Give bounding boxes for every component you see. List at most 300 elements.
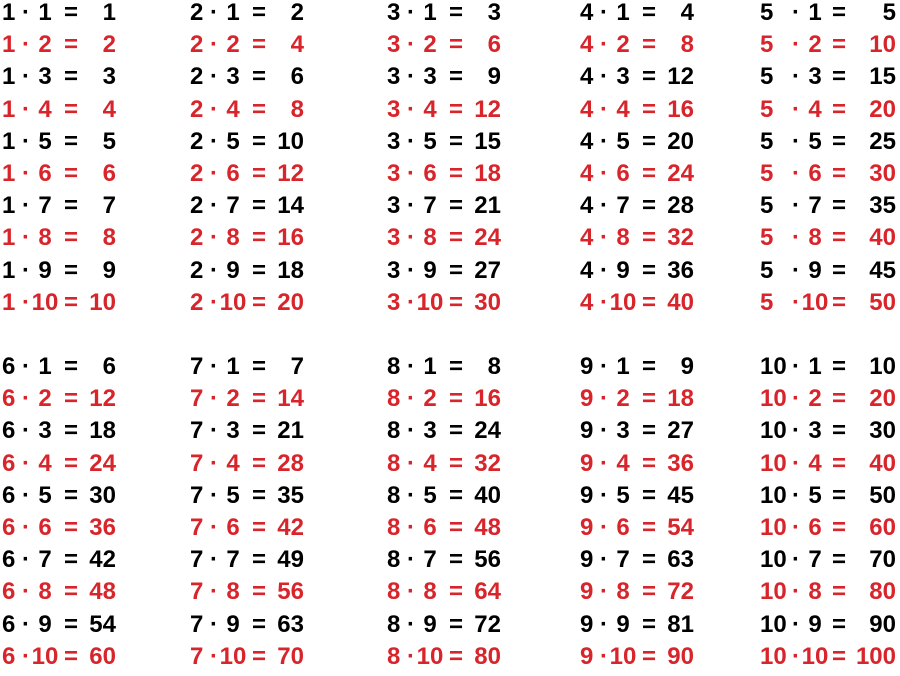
second-factor: 4 xyxy=(38,95,52,123)
product: 81 xyxy=(667,610,694,638)
equals-sign: = xyxy=(448,546,463,574)
second-factor: 4 xyxy=(423,449,437,477)
product: 63 xyxy=(277,610,304,638)
second-factor: 10 xyxy=(31,288,59,316)
second-factor: 5 xyxy=(808,127,822,155)
equals-sign: = xyxy=(831,159,846,187)
product: 80 xyxy=(869,578,896,606)
equals-sign: = xyxy=(641,481,656,509)
multiply-dot: · xyxy=(407,385,415,413)
product: 8 xyxy=(102,224,116,252)
first-factor: 4 xyxy=(580,63,594,91)
first-factor: 4 xyxy=(580,288,594,316)
first-factor: 6 xyxy=(2,513,16,541)
product: 27 xyxy=(667,417,694,445)
multiply-dot: · xyxy=(210,546,218,574)
product: 30 xyxy=(869,417,896,445)
product: 24 xyxy=(474,417,501,445)
equals-sign: = xyxy=(63,513,78,541)
product: 54 xyxy=(667,513,694,541)
product: 10 xyxy=(869,353,896,380)
equals-sign: = xyxy=(831,95,846,123)
second-factor: 7 xyxy=(808,192,822,220)
equals-sign: = xyxy=(641,63,656,91)
product: 16 xyxy=(277,224,304,252)
first-factor: 3 xyxy=(387,127,401,155)
equals-sign: = xyxy=(831,642,846,670)
equals-sign: = xyxy=(448,449,463,477)
equals-sign: = xyxy=(63,578,78,606)
multiply-dot: · xyxy=(407,31,415,59)
multiply-dot: · xyxy=(22,610,30,638)
multiply-dot: · xyxy=(792,546,800,574)
first-factor: 10 xyxy=(760,417,787,445)
equals-sign: = xyxy=(251,159,266,187)
multiply-dot: · xyxy=(407,610,415,638)
equals-sign: = xyxy=(448,513,463,541)
second-factor: 10 xyxy=(801,288,829,316)
product: 1 xyxy=(102,0,116,26)
product: 40 xyxy=(869,224,896,252)
product: 90 xyxy=(869,610,896,638)
first-factor: 1 xyxy=(2,127,16,155)
multiply-dot: · xyxy=(600,353,608,380)
product: 14 xyxy=(277,385,304,413)
product: 42 xyxy=(89,546,116,574)
second-factor: 6 xyxy=(616,513,630,541)
second-factor: 1 xyxy=(226,353,240,380)
equals-sign: = xyxy=(831,31,846,59)
multiply-dot: · xyxy=(407,449,415,477)
first-factor: 1 xyxy=(2,224,16,252)
table-row xyxy=(0,97,900,129)
first-factor: 2 xyxy=(190,159,204,187)
equals-sign: = xyxy=(251,449,266,477)
table-row xyxy=(0,290,900,322)
first-factor: 6 xyxy=(2,546,16,574)
first-factor: 3 xyxy=(387,63,401,91)
table-row xyxy=(0,258,900,290)
equals-sign: = xyxy=(641,546,656,574)
equals-sign: = xyxy=(251,127,266,155)
product: 6 xyxy=(487,31,501,59)
equals-sign: = xyxy=(63,353,78,380)
multiply-dot: · xyxy=(600,481,608,509)
second-factor: 9 xyxy=(616,256,630,284)
multiply-dot: · xyxy=(792,63,800,91)
multiply-dot: · xyxy=(22,546,30,574)
first-factor: 4 xyxy=(580,0,594,26)
product: 10 xyxy=(277,127,304,155)
multiply-dot: · xyxy=(210,353,218,380)
multiply-dot: · xyxy=(210,642,218,670)
first-factor: 6 xyxy=(2,578,16,606)
equals-sign: = xyxy=(641,192,656,220)
equals-sign: = xyxy=(831,449,846,477)
first-factor: 7 xyxy=(190,353,204,380)
product: 3 xyxy=(102,63,116,91)
multiply-dot: · xyxy=(407,224,415,252)
second-factor: 9 xyxy=(616,610,630,638)
first-factor: 4 xyxy=(580,95,594,123)
multiply-dot: · xyxy=(22,417,30,445)
first-factor: 8 xyxy=(387,642,401,670)
first-factor: 5 xyxy=(760,224,774,252)
multiply-dot: · xyxy=(22,385,30,413)
first-factor: 9 xyxy=(580,513,594,541)
second-factor: 7 xyxy=(808,546,822,574)
second-factor: 3 xyxy=(808,417,822,445)
multiply-dot: · xyxy=(407,127,415,155)
equals-sign: = xyxy=(251,642,266,670)
multiply-dot: · xyxy=(407,417,415,445)
second-factor: 2 xyxy=(226,385,240,413)
multiply-dot: · xyxy=(22,95,30,123)
product: 27 xyxy=(474,256,501,284)
product: 36 xyxy=(667,256,694,284)
second-factor: 6 xyxy=(226,513,240,541)
table-row xyxy=(0,354,900,386)
second-factor: 2 xyxy=(423,385,437,413)
equals-sign: = xyxy=(448,256,463,284)
first-factor: 9 xyxy=(580,353,594,380)
multiply-dot: · xyxy=(210,417,218,445)
product: 9 xyxy=(102,256,116,284)
equals-sign: = xyxy=(448,0,463,26)
first-factor: 4 xyxy=(580,256,594,284)
equals-sign: = xyxy=(831,256,846,284)
multiply-dot: · xyxy=(210,0,218,26)
equals-sign: = xyxy=(63,256,78,284)
equals-sign: = xyxy=(831,417,846,445)
second-factor: 5 xyxy=(423,481,437,509)
product: 9 xyxy=(487,63,501,91)
multiply-dot: · xyxy=(792,95,800,123)
first-factor: 4 xyxy=(580,192,594,220)
first-factor: 9 xyxy=(580,546,594,574)
second-factor: 9 xyxy=(808,610,822,638)
first-factor: 10 xyxy=(760,546,787,574)
first-factor: 4 xyxy=(580,159,594,187)
multiply-dot: · xyxy=(407,256,415,284)
first-factor: 5 xyxy=(760,288,774,316)
second-factor: 3 xyxy=(423,63,437,91)
product: 40 xyxy=(869,449,896,477)
equals-sign: = xyxy=(641,288,656,316)
multiply-dot: · xyxy=(22,353,30,380)
first-factor: 5 xyxy=(760,0,774,26)
equals-sign: = xyxy=(63,224,78,252)
first-factor: 5 xyxy=(760,63,774,91)
first-factor: 6 xyxy=(2,385,16,413)
product: 63 xyxy=(667,546,694,574)
second-factor: 5 xyxy=(38,481,52,509)
product: 28 xyxy=(277,449,304,477)
first-factor: 1 xyxy=(2,0,16,26)
equals-sign: = xyxy=(448,288,463,316)
first-factor: 2 xyxy=(190,31,204,59)
product: 5 xyxy=(102,127,116,155)
equals-sign: = xyxy=(63,642,78,670)
first-factor: 10 xyxy=(760,513,787,541)
table-row xyxy=(0,161,900,193)
second-factor: 8 xyxy=(616,224,630,252)
equals-sign: = xyxy=(251,481,266,509)
multiply-dot: · xyxy=(22,192,30,220)
multiply-dot: · xyxy=(22,513,30,541)
product: 2 xyxy=(102,31,116,59)
second-factor: 10 xyxy=(416,288,444,316)
product: 30 xyxy=(89,481,116,509)
product: 12 xyxy=(667,63,694,91)
second-factor: 6 xyxy=(38,513,52,541)
multiply-dot: · xyxy=(210,224,218,252)
equals-sign: = xyxy=(641,159,656,187)
second-factor: 2 xyxy=(616,31,630,59)
multiply-dot: · xyxy=(600,224,608,252)
product: 60 xyxy=(869,513,896,541)
equals-sign: = xyxy=(251,31,266,59)
table-row xyxy=(0,644,900,676)
first-factor: 1 xyxy=(2,256,16,284)
product: 30 xyxy=(474,288,501,316)
second-factor: 1 xyxy=(423,0,437,26)
first-factor: 10 xyxy=(760,353,787,380)
first-factor: 10 xyxy=(760,481,787,509)
second-factor: 9 xyxy=(38,610,52,638)
first-factor: 4 xyxy=(580,31,594,59)
first-factor: 4 xyxy=(580,224,594,252)
equals-sign: = xyxy=(63,288,78,316)
multiply-dot: · xyxy=(600,513,608,541)
equals-sign: = xyxy=(831,546,846,574)
second-factor: 6 xyxy=(616,159,630,187)
product: 35 xyxy=(277,481,304,509)
product: 18 xyxy=(667,385,694,413)
equals-sign: = xyxy=(448,127,463,155)
multiply-dot: · xyxy=(600,385,608,413)
product: 45 xyxy=(667,481,694,509)
second-factor: 7 xyxy=(226,546,240,574)
multiply-dot: · xyxy=(600,578,608,606)
first-factor: 1 xyxy=(2,192,16,220)
first-factor: 8 xyxy=(387,513,401,541)
second-factor: 1 xyxy=(808,0,822,26)
equals-sign: = xyxy=(448,385,463,413)
product: 12 xyxy=(277,159,304,187)
product: 48 xyxy=(89,578,116,606)
product: 20 xyxy=(277,288,304,316)
table-row xyxy=(0,579,900,611)
second-factor: 4 xyxy=(226,449,240,477)
multiply-dot: · xyxy=(792,31,800,59)
multiply-dot: · xyxy=(792,159,800,187)
first-factor: 8 xyxy=(387,417,401,445)
equals-sign: = xyxy=(448,63,463,91)
first-factor: 7 xyxy=(190,385,204,413)
second-factor: 9 xyxy=(423,256,437,284)
first-factor: 3 xyxy=(387,192,401,220)
first-factor: 2 xyxy=(190,0,204,26)
second-factor: 8 xyxy=(423,578,437,606)
table-row xyxy=(0,515,900,547)
multiply-dot: · xyxy=(210,256,218,284)
equals-sign: = xyxy=(641,95,656,123)
product: 7 xyxy=(102,192,116,220)
equals-sign: = xyxy=(641,513,656,541)
first-factor: 6 xyxy=(2,481,16,509)
equals-sign: = xyxy=(641,224,656,252)
multiply-dot: · xyxy=(600,31,608,59)
multiply-dot: · xyxy=(600,256,608,284)
first-factor: 10 xyxy=(760,610,787,638)
first-factor: 5 xyxy=(760,31,774,59)
multiply-dot: · xyxy=(600,610,608,638)
second-factor: 1 xyxy=(808,353,822,380)
second-factor: 8 xyxy=(616,578,630,606)
equals-sign: = xyxy=(641,642,656,670)
first-factor: 5 xyxy=(760,95,774,123)
product: 10 xyxy=(869,31,896,59)
equals-sign: = xyxy=(63,63,78,91)
equals-sign: = xyxy=(831,192,846,220)
first-factor: 3 xyxy=(387,95,401,123)
second-factor: 2 xyxy=(226,31,240,59)
product: 64 xyxy=(474,578,501,606)
multiply-dot: · xyxy=(210,159,218,187)
multiply-dot: · xyxy=(22,159,30,187)
equals-sign: = xyxy=(641,417,656,445)
multiply-dot: · xyxy=(210,578,218,606)
product: 8 xyxy=(290,95,304,123)
equals-sign: = xyxy=(63,159,78,187)
product: 49 xyxy=(277,546,304,574)
second-factor: 6 xyxy=(808,513,822,541)
equals-sign: = xyxy=(641,385,656,413)
second-factor: 3 xyxy=(226,63,240,91)
first-factor: 9 xyxy=(580,610,594,638)
second-factor: 1 xyxy=(38,0,52,26)
equals-sign: = xyxy=(641,353,656,380)
first-factor: 7 xyxy=(190,513,204,541)
first-factor: 1 xyxy=(2,63,16,91)
multiply-dot: · xyxy=(407,95,415,123)
second-factor: 4 xyxy=(226,95,240,123)
second-factor: 3 xyxy=(616,63,630,91)
equals-sign: = xyxy=(831,127,846,155)
equals-sign: = xyxy=(448,578,463,606)
product: 18 xyxy=(89,417,116,445)
product: 16 xyxy=(667,95,694,123)
first-factor: 3 xyxy=(387,224,401,252)
first-factor: 8 xyxy=(387,546,401,574)
equals-sign: = xyxy=(641,31,656,59)
multiply-dot: · xyxy=(792,513,800,541)
product: 70 xyxy=(869,546,896,574)
equals-sign: = xyxy=(63,31,78,59)
product: 21 xyxy=(474,192,501,220)
product: 15 xyxy=(869,63,896,91)
equals-sign: = xyxy=(63,417,78,445)
product: 28 xyxy=(667,192,694,220)
equals-sign: = xyxy=(448,481,463,509)
equals-sign: = xyxy=(448,353,463,380)
multiply-dot: · xyxy=(22,0,30,26)
equals-sign: = xyxy=(831,578,846,606)
first-factor: 9 xyxy=(580,385,594,413)
second-factor: 9 xyxy=(808,256,822,284)
equals-sign: = xyxy=(63,95,78,123)
multiply-dot: · xyxy=(407,578,415,606)
second-factor: 8 xyxy=(423,224,437,252)
first-factor: 9 xyxy=(580,642,594,670)
equals-sign: = xyxy=(251,95,266,123)
product: 32 xyxy=(474,449,501,477)
product: 14 xyxy=(277,192,304,220)
multiply-dot: · xyxy=(600,288,608,316)
second-factor: 5 xyxy=(38,127,52,155)
multiply-dot: · xyxy=(600,0,608,26)
second-factor: 2 xyxy=(808,31,822,59)
second-factor: 6 xyxy=(808,159,822,187)
equals-sign: = xyxy=(251,353,266,380)
equals-sign: = xyxy=(448,31,463,59)
multiply-dot: · xyxy=(407,481,415,509)
multiply-dot: · xyxy=(407,353,415,380)
multiply-dot: · xyxy=(792,224,800,252)
product: 45 xyxy=(869,256,896,284)
second-factor: 6 xyxy=(38,159,52,187)
first-factor: 3 xyxy=(387,31,401,59)
second-factor: 10 xyxy=(219,642,247,670)
equals-sign: = xyxy=(448,642,463,670)
product: 21 xyxy=(277,417,304,445)
multiply-dot: · xyxy=(600,642,608,670)
equals-sign: = xyxy=(63,610,78,638)
equals-sign: = xyxy=(641,610,656,638)
first-factor: 1 xyxy=(2,288,16,316)
second-factor: 4 xyxy=(38,449,52,477)
product: 4 xyxy=(290,31,304,59)
product: 5 xyxy=(882,0,896,26)
first-factor: 7 xyxy=(190,642,204,670)
second-factor: 2 xyxy=(38,31,52,59)
product: 24 xyxy=(667,159,694,187)
first-factor: 6 xyxy=(2,610,16,638)
product: 36 xyxy=(89,513,116,541)
product: 20 xyxy=(869,95,896,123)
first-factor: 7 xyxy=(190,610,204,638)
product: 10 xyxy=(89,288,116,316)
table-row xyxy=(0,483,900,515)
first-factor: 8 xyxy=(387,578,401,606)
second-factor: 4 xyxy=(808,95,822,123)
equals-sign: = xyxy=(641,127,656,155)
multiply-dot: · xyxy=(792,610,800,638)
equals-sign: = xyxy=(63,127,78,155)
product: 20 xyxy=(869,385,896,413)
first-factor: 2 xyxy=(190,127,204,155)
multiply-dot: · xyxy=(600,95,608,123)
second-factor: 3 xyxy=(808,63,822,91)
first-factor: 2 xyxy=(190,288,204,316)
product: 30 xyxy=(869,159,896,187)
product: 18 xyxy=(277,256,304,284)
second-factor: 1 xyxy=(616,0,630,26)
product: 35 xyxy=(869,192,896,220)
first-factor: 6 xyxy=(2,417,16,445)
second-factor: 3 xyxy=(38,417,52,445)
